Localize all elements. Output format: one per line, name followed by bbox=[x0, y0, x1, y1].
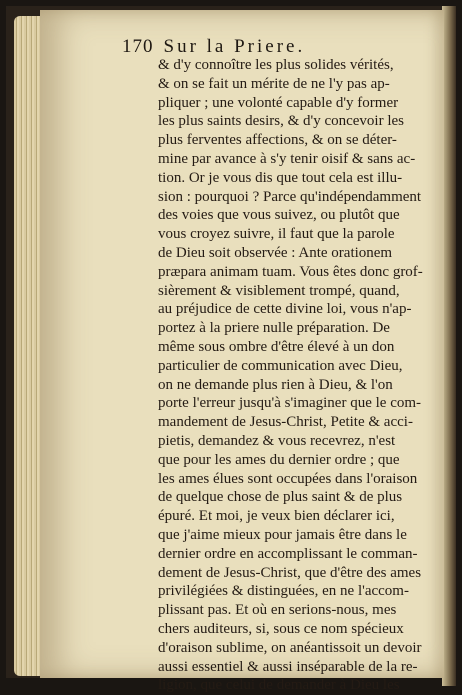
text-line: vous croyez suivre, il faut que la parole bbox=[158, 226, 395, 243]
text-line: præpara animam tuam. Vous êtes donc grof- bbox=[158, 263, 423, 280]
text-line: portez à la priere nulle préparation. De bbox=[158, 320, 390, 337]
text-line: plissant pas. Et où en serions-nous, mes bbox=[158, 602, 397, 619]
text-line: de Dieu soit observée : Ante orationem bbox=[158, 244, 393, 261]
text-line: que pour les ames du dernier ordre ; que bbox=[158, 451, 400, 468]
text-line: pliquer ; une volonté capable d'y former bbox=[158, 94, 399, 111]
running-head: Sur la Priere. bbox=[163, 36, 306, 57]
text-line: les plus saints desirs, & d'y concevoir les bbox=[158, 113, 404, 130]
text-line: épuré. Et moi, je veux bien déclarer ici, bbox=[158, 508, 395, 525]
text-line: on ne demande plus rien à Dieu, & l'on bbox=[158, 376, 393, 393]
text-line: mine par avance à s'y tenir oisif & sans ac- bbox=[158, 150, 416, 167]
text-line: aussi essentiel & aussi inséparable de la re- bbox=[158, 658, 418, 675]
text-line: & d'y connoître les plus solides vérités, bbox=[158, 57, 394, 73]
text-line: dement de Jesus-Christ, que d'être des ames bbox=[158, 564, 422, 581]
text-line: porte l'erreur jusqu'à s'imaginer que le com- bbox=[158, 395, 422, 412]
text-line: les ames élues sont occupées dans l'oraison bbox=[158, 470, 418, 487]
text-line: ligion, que celui de demander à Dieu les bbox=[158, 677, 400, 694]
text-line: privilégiées & distinguées, en ne l'accom- bbox=[158, 583, 409, 600]
text-line: tion. Or je vous dis que tout cela est illu- bbox=[158, 169, 403, 186]
text-line: particulier de communication avec Dieu, bbox=[158, 357, 403, 374]
text-line: au préjudice de cette divine loi, vous n'ap- bbox=[158, 301, 412, 318]
text-line: sion : pourquoi ? Parce qu'indépendamment bbox=[158, 188, 422, 205]
page-header bbox=[122, 36, 305, 58]
body-text bbox=[158, 56, 423, 695]
text-line: même sous ombre d'être élevé à un don bbox=[158, 338, 395, 355]
text-line: chers auditeurs, si, sous ce nom spécieux bbox=[158, 620, 404, 637]
text-line: pietis, demandez & vous recevrez, n'est bbox=[158, 432, 396, 449]
page-number: 170 bbox=[122, 36, 154, 57]
text-line: plus ferventes affections, & on se déter- bbox=[158, 132, 397, 149]
text-line: mandement de Jesus-Christ, Petite & acci- bbox=[158, 414, 413, 431]
text-line: dernier ordre en accomplissant le comman- bbox=[158, 545, 418, 562]
text-line: & on se fait un mérite de ne l'y pas ap- bbox=[158, 75, 390, 92]
text-line: que j'aime mieux pour jamais être dans le bbox=[158, 526, 407, 543]
book-spine-edge bbox=[442, 6, 456, 686]
text-line: des voies que vous suivez, ou plutôt que bbox=[158, 207, 400, 224]
text-line: d'oraison sublime, on anéantissoit un devoir bbox=[158, 639, 422, 656]
text-line: sièrement & visiblement trompé, quand, bbox=[158, 282, 400, 299]
text-line: de quelque chose de plus saint & de plus bbox=[158, 489, 403, 506]
